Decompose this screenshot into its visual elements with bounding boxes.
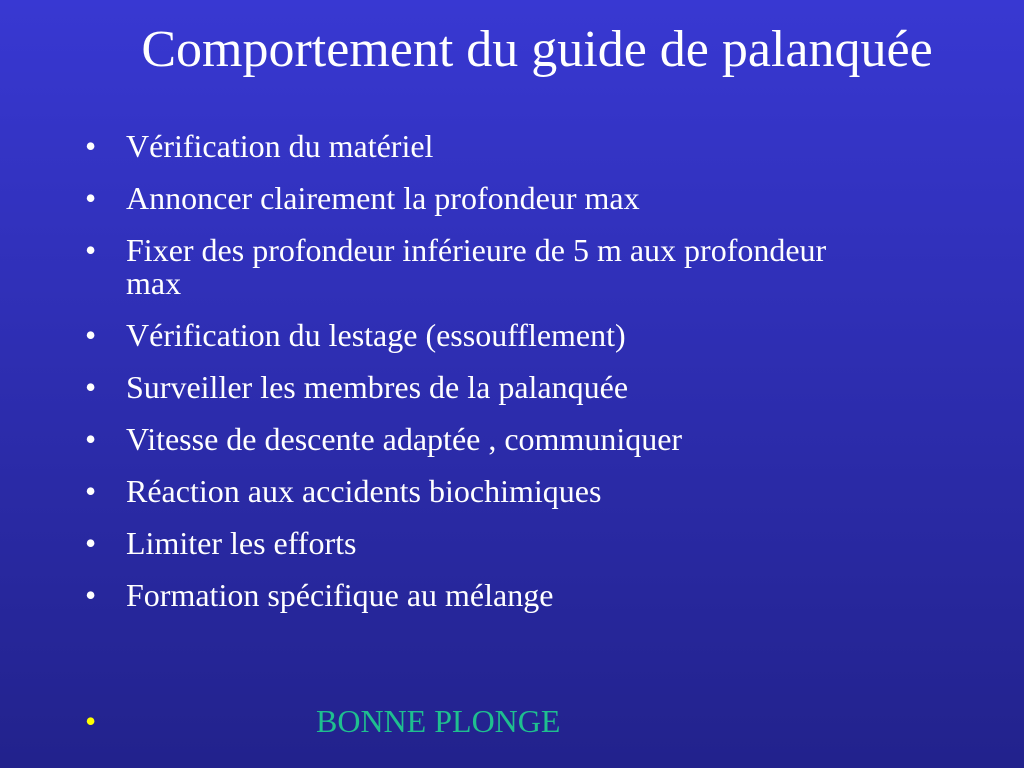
bullet-text: Surveiller les membres de la palanquée bbox=[126, 369, 629, 405]
bullet-dot-icon: • bbox=[85, 421, 97, 457]
bullet-text: Réaction aux accidents biochimiques bbox=[126, 473, 602, 509]
bullet-text: Fixer des profondeur inférieure de 5 m aux profondeur max bbox=[126, 232, 827, 301]
bullet-dot-icon: • bbox=[85, 525, 97, 561]
bullet-item bbox=[85, 527, 865, 560]
bullet-text: Formation spécifique au mélange bbox=[126, 577, 554, 613]
bullet-text: Vérification du lestage (essoufflement) bbox=[126, 317, 626, 353]
bullet-item bbox=[85, 371, 865, 404]
final-bullet-dot-icon: • bbox=[85, 703, 97, 739]
slide-title: Comportement du guide de palanquée bbox=[141, 21, 933, 78]
final-bullet-text: BONNE PLONGE bbox=[316, 703, 561, 739]
bullet-dot-icon: • bbox=[85, 128, 97, 164]
bullet-dot-icon: • bbox=[85, 232, 97, 268]
bullet-item bbox=[85, 182, 865, 215]
bullet-dot-icon: • bbox=[85, 369, 97, 405]
bullet-item bbox=[85, 475, 865, 508]
bullet-dot-icon: • bbox=[85, 180, 97, 216]
bullet-text: Limiter les efforts bbox=[126, 525, 357, 561]
bullet-item bbox=[85, 423, 865, 456]
bullet-dot-icon: • bbox=[85, 317, 97, 353]
bullet-dot-icon: • bbox=[85, 577, 97, 613]
bullet-dot-icon: • bbox=[85, 473, 97, 509]
bullet-text: Vitesse de descente adaptée , communiquer bbox=[126, 421, 683, 457]
bullet-list bbox=[85, 130, 865, 631]
bullet-item bbox=[85, 130, 865, 163]
bullet-item bbox=[85, 319, 865, 352]
bullet-item bbox=[85, 234, 865, 300]
bullet-text: Vérification du matériel bbox=[126, 128, 434, 164]
bullet-text: Annoncer clairement la profondeur max bbox=[126, 180, 640, 216]
bullet-item bbox=[85, 579, 865, 612]
